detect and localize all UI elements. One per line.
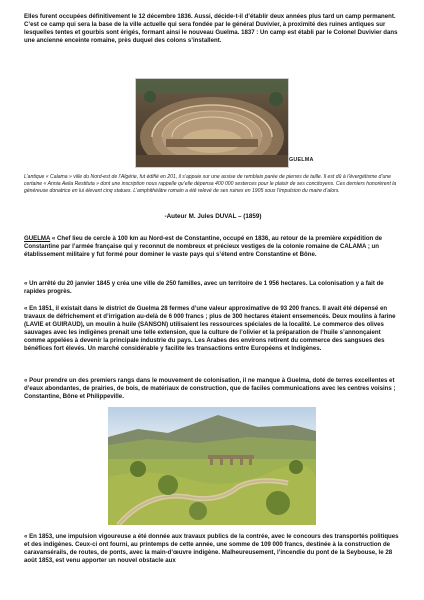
paragraph-occupation: Elles furent occupées définitivement le 12 décembre 1836. Aussi, décide-t-il d’établir deux années plus tard un camp permanent. C’est ce camp qui sera la base de la ville actuelle qui sera fondée par le général Duvivier, à proximité des ruines antiques sur lesquelles tentes et gourbis sont érigés, formant ainsi le nouveau Guelma. 1837 : Un camp est établi par le Colonel Duvivier dans une ancienne enceinte romaine, près duquel des colons s’installent. bbox=[24, 13, 398, 45]
paragraph-arrete-1845: « Un arrêté du 20 janvier 1845 y créa une ville de 250 familles, avec un territoire de 1 956 hectares. La colonisation y a fait de rapides progrès. bbox=[24, 280, 384, 296]
landscape-bridge-image bbox=[108, 407, 316, 525]
paragraph-communications: « Pour prendre un des premiers rangs dans le mouvement de colonisation, il ne manque à Guelma, doté de terres excellentes et d’eaux abondantes, de prairies, de bois, de matériaux de construction, que de faciles communications avec les centres voisins ; Constantine, Bône et Philippeville. bbox=[24, 377, 396, 401]
image-note: L’antique « Calama » ville du Nord-est de l’Algérie, fut édifié en 201, il s’appuie sur une assise de remblais parée de pierres de taille. Il est dû à l’évergétisme d’une certaine « Annia Aelia Restituta » dont une inscription nous rappelle qu’elle dépensa 400 000 sesterces pour le plaisir de ses concitoyens. Ces derniers honorèrent la généreuse donatrice en lui élevant cinq statues. L’amphithéâtre romain a été relevé de ses ruines en 1905 sous l’impulsion du maire d’alors. bbox=[24, 174, 397, 194]
paragraph-1851: « En 1851, il existait dans le district de Guelma 28 fermes d’une valeur approximative de 93 200 francs. Il avait été dépensé en travaux de défrichement et d’irrigation au-delà de 6 000 francs ; plus de 300 hectares étaient ensemencés. Deux moulins à farine (LAVIE et GUIRAUD), un moulin à huile (SANSON) utilisaient les ressources spéciales de la localité. Le commerce des olives sauvages avec les indigènes prenait une telle extension, que la culture de l’olivier et la préparation de l’huile s’annonçaient comme appelées à devenir la principale industrie du pays. Les Arabes des environs retirent du commerce des sangsues des bénéfices fort élevés. Un marché considérable y facilite les transactions entre Européens et Indigènes. bbox=[24, 305, 396, 353]
paragraph-guelma bbox=[24, 235, 402, 259]
theatre-photo bbox=[135, 78, 289, 168]
author-line: -Auteur M. Jules DUVAL – (1859) bbox=[164, 213, 262, 220]
guelma-lead: GUELMA bbox=[24, 235, 51, 242]
theatre-aerial-image bbox=[136, 79, 288, 167]
photo-caption: GUELMA bbox=[289, 157, 314, 163]
paragraph-1853: « En 1853, une impulsion vigoureuse a été donnée aux travaux publics de la contrée, avec le concours des transportés politiques et des indigènes. Ceux-ci ont fourni, au printemps de cette année, une somme de 109 000 francs, destinée à la construction de caravansérails, de routes, de ponts, avec la main-d’œuvre indigène. Malheureusement, l’incendie du pont de la Seybouse, le 28 août 1853, est venu apporter un nouvel obstacle aux bbox=[24, 533, 399, 565]
landscape-photo bbox=[108, 407, 316, 525]
guelma-body: « Chef lieu de cercle à 100 km au Nord-est de Constantine, occupé en 1836, au retour de la première expédition de Constantine par l’armée française qui y reconnut de nombreux et précieux vestiges de la colonie romaine de CALAMA ; un établissement militaire y fut formé pour dominer le vaste pays qui s’étend entre Constantine et Bône. bbox=[24, 235, 383, 259]
